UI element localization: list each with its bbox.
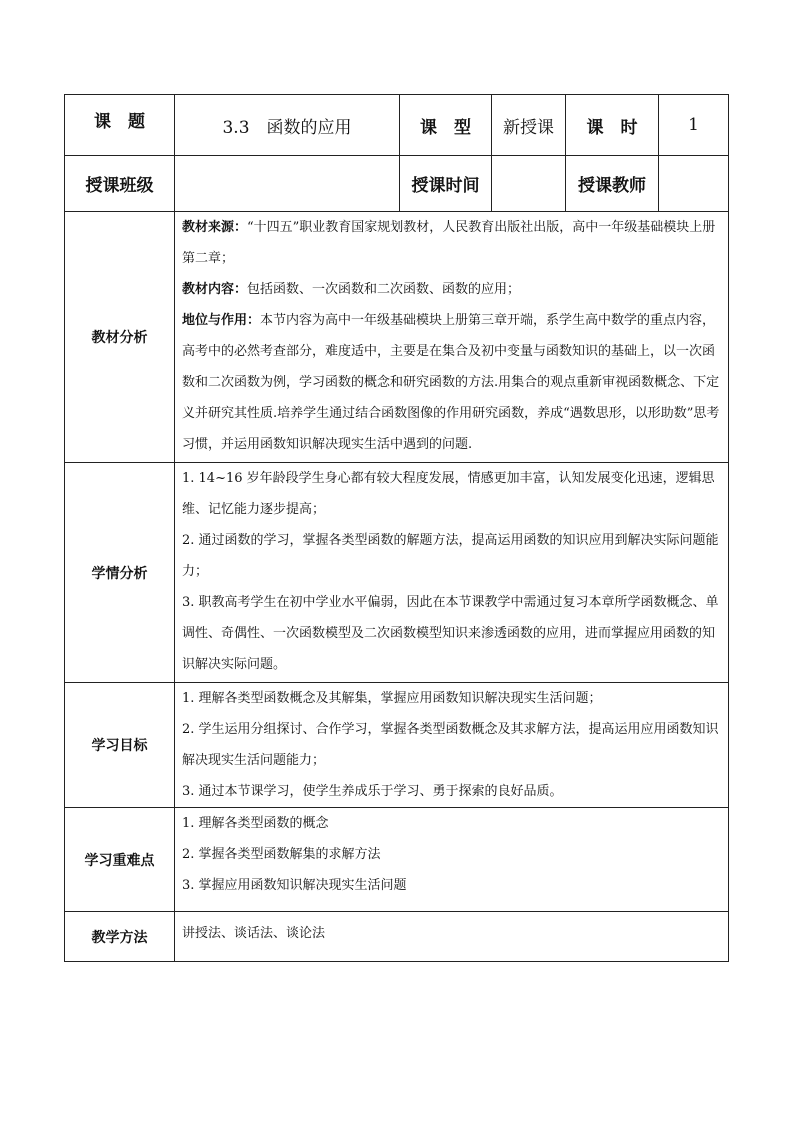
keypoints-row	[65, 808, 729, 912]
keypoints-item-2: 2. 掌握各类型函数解集的求解方法	[182, 847, 381, 862]
material-label: 教材分析	[65, 212, 175, 463]
keypoints-item-3: 3. 掌握应用函数知识解决现实生活问题	[182, 878, 407, 893]
material-role	[182, 305, 721, 460]
goals-item-1: 1. 理解各类型函数概念及其解集，掌握应用函数知识解决现实生活问题；	[182, 691, 602, 706]
material-source	[182, 212, 721, 274]
material-source-text: “十四五”职业教育国家规划教材，人民教育出版社出版，高中一年级基础模块上册第二章；	[182, 220, 716, 266]
lesson-plan-table	[64, 94, 729, 962]
topic-label: 课 题	[65, 95, 175, 156]
goals-item-2: 2. 学生运用分组探讨、合作学习，掌握各类型函数概念及其求解方法，提高运用应用函数知识解决现实生活问题能力；	[182, 722, 719, 768]
topic-value: 3.3 函数的应用	[175, 95, 400, 156]
goals-row	[65, 683, 729, 808]
methods-content: 讲授法、谈话法、谈论法	[175, 912, 729, 962]
material-content-title: 教材内容：	[182, 282, 248, 297]
material-row	[65, 212, 729, 463]
material-content-text: 包括函数、一次函数和二次函数、函数的应用；	[247, 282, 521, 297]
teacher-value	[659, 156, 729, 212]
header-row-2	[65, 156, 729, 212]
period-label: 课 时	[566, 95, 659, 156]
goals-content	[175, 683, 729, 808]
goals-item-3: 3. 通过本节课学习，使学生养成乐于学习、勇于探索的良好品质。	[182, 784, 563, 799]
learner-row	[65, 463, 729, 683]
material-role-title: 地位与作用：	[182, 313, 261, 328]
class-label: 授课班级	[65, 156, 175, 212]
header-row-1	[65, 95, 729, 156]
class-value	[175, 156, 400, 212]
type-value: 新授课	[492, 95, 566, 156]
methods-row	[65, 912, 729, 962]
learner-item-3: 3. 职教高考学生在初中学业水平偏弱，因此在本节课教学中需通过复习本章所学函数概念、单调性、奇偶性、一次函数模型及二次函数模型知识来渗透函数的应用，进而掌握应用函数的知识解决实际问题。	[182, 595, 719, 672]
time-value	[492, 156, 566, 212]
goals-label: 学习目标	[65, 683, 175, 808]
keypoints-content	[175, 808, 729, 912]
teacher-label: 授课教师	[566, 156, 659, 212]
period-value: 1	[659, 95, 729, 156]
methods-label: 教学方法	[65, 912, 175, 962]
material-source-title: 教材来源：	[182, 220, 248, 235]
learner-item-2: 2. 通过函数的学习，掌握各类型函数的解题方法，提高运用函数的知识应用到解决实际问题能力；	[182, 533, 719, 579]
learner-item-1: 1. 14~16 岁年龄段学生身心都有较大程度发展，情感更加丰富，认知发展变化迅速，逻辑思维、记忆能力逐步提高；	[182, 471, 715, 517]
keypoints-label: 学习重难点	[65, 808, 175, 912]
material-content-line	[182, 274, 721, 305]
learner-content	[175, 463, 729, 683]
keypoints-item-1: 1. 理解各类型函数的概念	[182, 816, 329, 831]
learner-label: 学情分析	[65, 463, 175, 683]
material-role-text: 本节内容为高中一年级基础模块上册第三章开端，系学生高中数学的重点内容，高考中的必然考查部分，难度适中，主要是在集合及初中变量与函数知识的基础上，以一次函数和二次函数为例，学习函数的概念和研究函数的方法.用集合的观点重新审视函数概念、下定义并研究其性质.培养学生通过结合函数图像的作用研究函数，养成“遇数思形，以形助数”思考习惯，并运用函数知识解决现实生活中遇到的问题.	[182, 313, 720, 452]
material-content	[175, 212, 729, 463]
type-label: 课 型	[400, 95, 492, 156]
time-label: 授课时间	[400, 156, 492, 212]
